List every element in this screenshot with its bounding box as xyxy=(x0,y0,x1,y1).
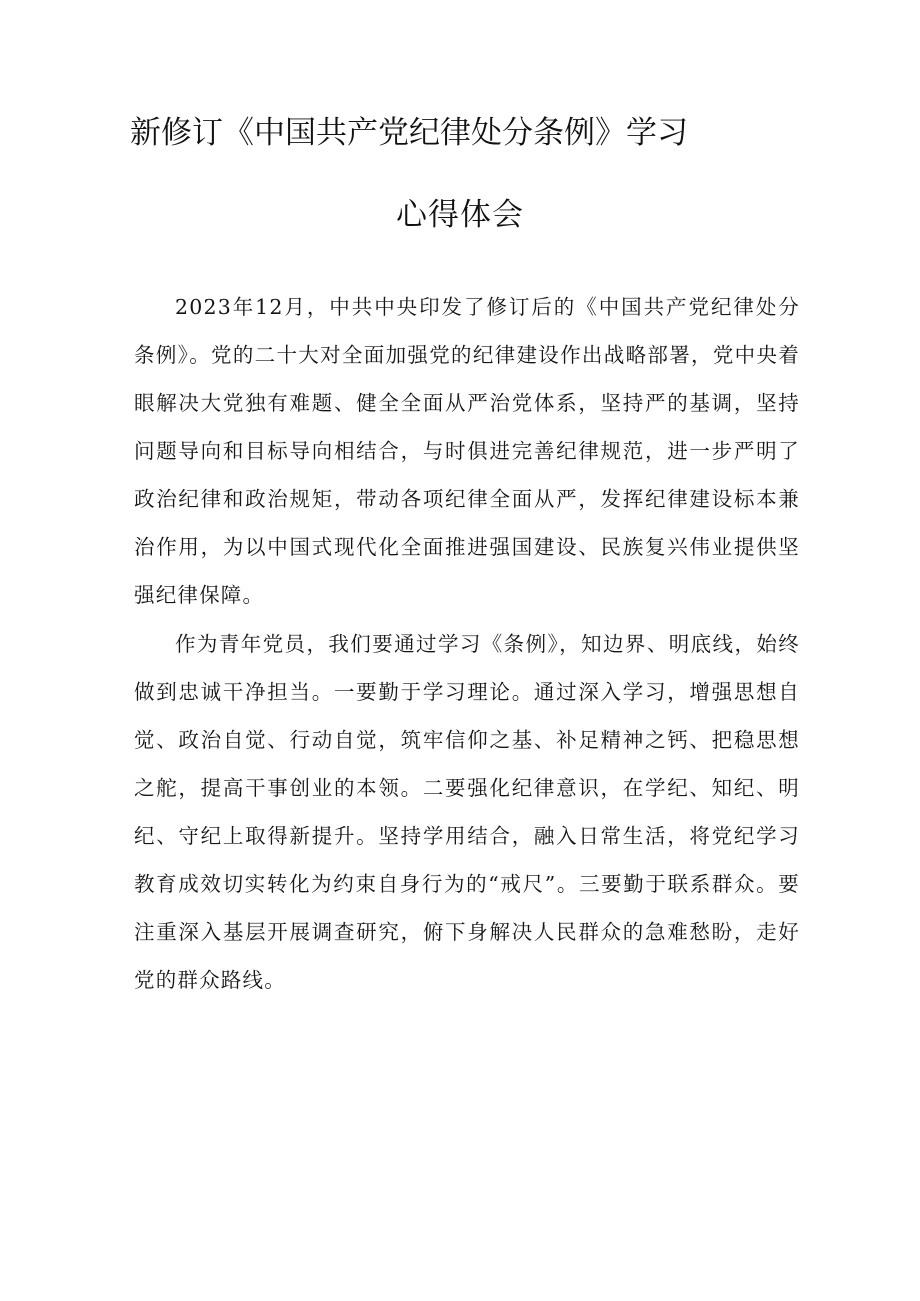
document-title-line-1: 新修订《中国共产党纪律处分条例》学习 xyxy=(130,115,688,151)
document-title-line-2: 心得体会 xyxy=(396,197,524,233)
body-paragraph-2: 作为青年党员，我们要通过学习《条例》，知边界、明底线，始终做到忠诚干净担当。一要勤于学习理论。通过深入学习，增强思想自觉、政治自觉、行动自觉，筑牢信仰之基、补足精神之钙、把稳思想之舵，提高干事创业的本领。二要强化纪律意识，在学纪、知纪、明纪、守纪上取得新提升。坚持学用结合，融入日常生活，将党纪学习教育成效切实转化为约束自身行为的“戒尺”。三要勤于联系群众。要注重深入基层开展调查研究，俯下身解决人民群众的急难愁盼，走好党的群众路线。 xyxy=(134,632,800,992)
body-paragraph-1: 2023年12月，中共中央印发了修订后的《中国共产党纪律处分条例》。党的二十大对全面加强党的纪律建设作出战略部署，党中央着眼解决大党独有难题、健全全面从严治党体系，坚持严的基调，坚持问题导向和目标导向相结合，与时俱进完善纪律规范，进一步严明了政治纪律和政治规矩，带动各项纪律全面从严，发挥纪律建设标本兼治作用，为以中国式现代化全面推进强国建设、民族复兴伟业提供坚强纪律保障。 xyxy=(134,295,800,607)
